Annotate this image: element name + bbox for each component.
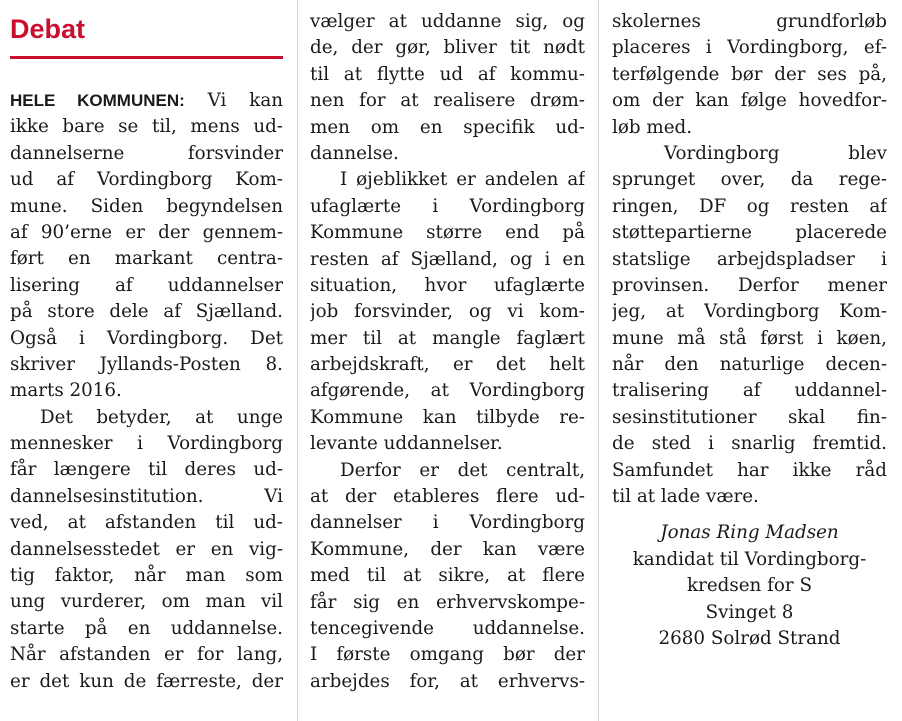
text-line	[612, 35, 887, 61]
text-line-content: dannelser i Vordingborg	[310, 512, 585, 534]
text-line-content: til at flytte ud af kommu-	[310, 63, 585, 85]
text-line-content: placeres i Vordingborg, ef-	[612, 37, 887, 59]
text-line-content: ung vurderer, om man vil	[10, 591, 283, 613]
text-line	[10, 405, 283, 431]
article-text-col1	[10, 88, 283, 695]
text-line-content: men om en specifik ud-	[310, 116, 585, 138]
section-title: Debat	[10, 14, 86, 44]
text-line	[310, 115, 585, 141]
text-line	[10, 114, 283, 140]
text-line	[310, 247, 585, 273]
text-line	[612, 484, 887, 510]
text-line-content: er det kun de færreste, der	[10, 670, 283, 692]
text-line	[310, 484, 585, 510]
text-line	[10, 378, 283, 404]
text-line-content: dannelsesinstitution. Vi	[10, 485, 283, 507]
text-line	[612, 431, 887, 457]
text-line	[310, 88, 585, 114]
text-line	[310, 510, 585, 536]
text-line-content: Det betyder, at unge	[40, 406, 283, 428]
text-line-content: starte på en uddannelse.	[10, 617, 283, 639]
text-line-content: Samfundet har ikke råd	[612, 459, 887, 481]
text-line	[310, 141, 585, 167]
signature-block	[612, 520, 887, 652]
text-line	[10, 141, 283, 167]
text-line	[310, 563, 585, 589]
text-line	[612, 326, 887, 352]
text-line-content: statslige arbejdspladser i	[612, 248, 887, 270]
text-line-content: med til at sikre, at flere	[310, 565, 585, 587]
text-line-content: på store dele af Sjælland.	[10, 301, 283, 323]
text-line	[10, 642, 283, 668]
text-line-content: får sig en erhvervskompe-	[310, 591, 585, 613]
text-line	[10, 220, 283, 246]
text-line-content: marts 2016.	[10, 380, 122, 402]
text-line-content: arbejdes for, at erhvervs-	[310, 670, 585, 692]
text-line-content: Kommune, der kan være	[310, 538, 585, 560]
text-line-content: situation, hvor ufaglærte	[310, 274, 585, 296]
text-line	[10, 326, 283, 352]
text-line	[10, 352, 283, 378]
text-line-content: at der etableres flere ud-	[310, 486, 585, 508]
text-line-content: Kommune kan tilbyde re-	[310, 406, 585, 428]
text-line	[612, 458, 887, 484]
column-1	[10, 0, 283, 695]
text-line-content: nen for at realisere drøm-	[310, 90, 585, 112]
column-3	[612, 0, 887, 652]
text-line-content: de, der gør, bliver tit nødt	[310, 37, 585, 59]
section-rule	[10, 56, 283, 59]
text-line-content: ikke bare se til, mens ud-	[10, 116, 283, 138]
text-line	[612, 220, 887, 246]
text-line-content: job forsvinder, og vi kom-	[310, 301, 585, 323]
text-line-content: terfølgende bør der ses på,	[612, 63, 887, 85]
text-line	[310, 431, 585, 457]
text-line	[612, 62, 887, 88]
article-text-col3	[612, 9, 887, 510]
article-kicker: HELE KOMMUNEN:	[10, 91, 185, 110]
text-line	[310, 642, 585, 668]
text-line	[612, 378, 887, 404]
text-line-content: vælger at uddanne sig, og	[310, 11, 585, 32]
text-line-content: Også i Vordingborg. Det	[10, 327, 283, 349]
text-line	[310, 326, 585, 352]
text-line	[612, 9, 887, 35]
text-line	[10, 299, 283, 325]
text-line-content: mennesker i Vordingborg	[10, 433, 283, 455]
text-line	[10, 431, 283, 457]
text-line-content: Når afstanden er for lang,	[10, 644, 283, 666]
text-line-content: sesinstitutioner skal fin-	[612, 406, 887, 428]
author-name: Jonas Ring Madsen	[660, 522, 839, 544]
text-line	[10, 457, 283, 483]
text-line-content: Vi kan	[207, 90, 283, 111]
text-line-content: I første omgang bør der	[310, 644, 585, 666]
text-line-content: løb med.	[612, 116, 693, 138]
text-line	[310, 590, 585, 616]
text-line-content: jeg, at Vordingborg Kom-	[612, 301, 887, 323]
text-line-content: sprunget over, da rege-	[612, 169, 887, 191]
text-line	[612, 115, 887, 141]
text-line-content: dannelse.	[310, 142, 399, 164]
text-line	[310, 378, 585, 404]
author-title-line: kredsen for S	[687, 575, 812, 597]
text-line	[10, 194, 283, 220]
text-line	[310, 299, 585, 325]
text-line-content: om der kan følge hovedfor-	[612, 90, 887, 112]
text-line-content: støttepartierne placerede	[612, 222, 887, 244]
text-line-content: ufaglærte i Vordingborg	[310, 195, 585, 217]
text-line	[10, 510, 283, 536]
text-line	[310, 537, 585, 563]
text-line	[310, 194, 585, 220]
column-divider	[598, 0, 599, 721]
text-line-content: resten af Sjælland, og i en	[310, 248, 585, 270]
author-title-line: kandidat til Vordingborg-	[632, 548, 867, 570]
text-line	[612, 299, 887, 325]
text-line-content: får længere til deres ud-	[10, 459, 283, 481]
text-line	[612, 194, 887, 220]
text-line	[612, 405, 887, 431]
author-address: 2680 Solrød Strand	[658, 627, 841, 649]
text-line	[310, 9, 585, 35]
text-line-content: skolernes grundforløb	[612, 11, 887, 32]
text-line-content: mer til at mangle faglært	[310, 327, 585, 349]
text-line-content: mune. Siden begyndelsen	[10, 195, 283, 217]
text-line-content: tig faktor, når man som	[10, 565, 283, 587]
text-line-content: tencegivende uddannelse.	[310, 617, 585, 639]
text-line	[310, 62, 585, 88]
text-line-content: Kommune større end på	[310, 222, 585, 244]
text-line-content: arbejdskraft, er det helt	[310, 354, 585, 376]
text-line-content: Vordingborg blev	[664, 142, 887, 164]
text-line	[310, 167, 585, 193]
article-text-col2	[310, 9, 585, 695]
text-line	[10, 484, 283, 510]
text-line	[10, 246, 283, 272]
text-line-content: ud af Vordingborg Kom-	[10, 169, 283, 191]
text-line	[310, 273, 585, 299]
text-line	[10, 589, 283, 615]
text-line-content: mune må stå først i køen,	[612, 327, 887, 349]
text-line	[10, 537, 283, 563]
text-line-content: lisering af uddannelser	[10, 274, 283, 296]
text-line-content: af 90’erne er der gennem-	[10, 221, 283, 243]
text-line-content: dannelsesstedet er en vig-	[10, 538, 283, 560]
text-line-content: tralisering af uddannel-	[612, 380, 887, 402]
text-line	[310, 35, 585, 61]
text-line	[10, 88, 283, 114]
text-line-content: afgørende, at Vordingborg	[310, 380, 585, 402]
text-line	[310, 405, 585, 431]
text-line	[310, 458, 585, 484]
text-line	[612, 141, 887, 167]
text-line	[10, 669, 283, 695]
text-line-content: Derfor er det centralt,	[340, 459, 585, 481]
text-line-content: I øjeblikket er andelen af	[340, 169, 585, 191]
text-line-content: levante uddannelser.	[310, 433, 503, 455]
text-line	[10, 563, 283, 589]
text-line	[612, 88, 887, 114]
text-line	[10, 273, 283, 299]
text-line	[10, 167, 283, 193]
text-line-content: til at lade være.	[612, 486, 759, 508]
text-line-content: dannelserne forsvinder	[10, 142, 283, 164]
text-line	[310, 352, 585, 378]
text-line-content: ved, at afstanden til ud-	[10, 512, 283, 534]
text-line-content: skriver Jyllands-Posten 8.	[10, 353, 283, 375]
text-line	[310, 616, 585, 642]
text-line	[612, 247, 887, 273]
text-line	[612, 167, 887, 193]
text-line	[10, 616, 283, 642]
text-line-content: provinsen. Derfor mener	[612, 274, 887, 296]
text-line-content: de sted i snarlig fremtid.	[612, 433, 887, 455]
text-line	[310, 220, 585, 246]
text-line	[612, 352, 887, 378]
text-line-content: ført en markant centra-	[10, 248, 283, 270]
text-line	[310, 669, 585, 695]
text-line-content: når den naturlige decen-	[612, 354, 887, 376]
text-line-content: ringen, DF og resten af	[612, 195, 887, 217]
text-line	[612, 273, 887, 299]
column-2	[310, 0, 585, 695]
author-address: Svinget 8	[705, 601, 794, 623]
column-divider	[297, 0, 298, 721]
